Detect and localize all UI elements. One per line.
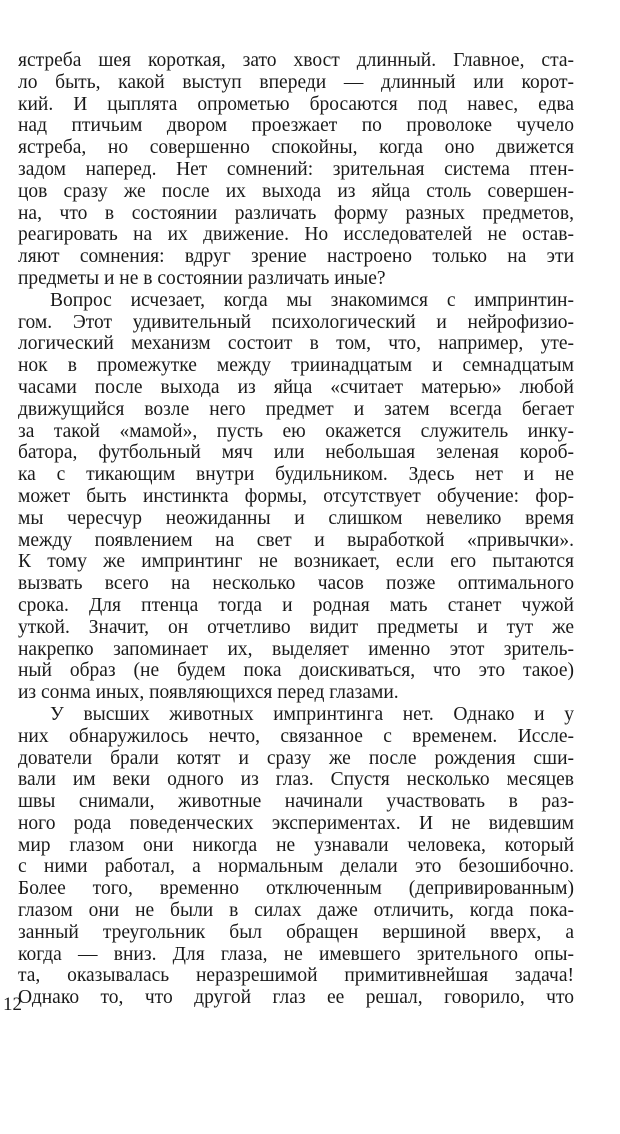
text-line: над птичьим двором проезжает по проволоке чучело <box>18 115 574 137</box>
text-line: из сонма иных, появляющихся перед глазами. <box>18 682 399 704</box>
text-line: батора, футбольный мяч или небольшая зеленая короб- <box>18 442 574 464</box>
paragraph-2 <box>18 290 574 704</box>
text-line: глазом они не были в силах даже отличить, когда пока- <box>18 900 574 922</box>
text-line: с ними работал, а нормальным делали это безошибочно. <box>18 856 574 878</box>
text-line: на, что в состоянии различать форму разных предметов, <box>18 202 574 224</box>
book-page-text <box>18 50 574 1009</box>
paragraph-1 <box>18 50 574 290</box>
text-line: дователи брали котят и сразу же после рождения сши- <box>18 747 574 769</box>
text-line: вызвать всего на несколько часов позже оптимального <box>18 573 574 595</box>
text-line: вали им веки одного из глаз. Спустя несколько месяцев <box>18 769 574 791</box>
text-line: гом. Этот удивительный психологический и нейрофизио- <box>18 311 574 333</box>
text-line: мир глазом они никогда не узнавали человека, который <box>18 834 574 856</box>
text-line: кий. И цыплята опрометью бросаются под навес, едва <box>18 93 574 115</box>
text-line: уткой. Значит, он отчетливо видит предметы и тут же <box>18 616 574 638</box>
text-line: за такой «мамой», пусть ею окажется служитель инку- <box>18 420 574 442</box>
text-line: К тому же импринтинг не возникает, если его пытаются <box>18 551 574 573</box>
text-line: та, оказывалась неразрешимой примитивнейшая задача! <box>18 965 574 987</box>
page-number: 12 <box>3 994 22 1015</box>
text-line: швы снимали, животные начинали участвовать в раз- <box>18 791 574 813</box>
text-line: них обнаружилось нечто, связанное с временем. Иссле- <box>18 725 574 747</box>
text-line: У высших животных импринтинга нет. Однако и у <box>50 703 574 725</box>
text-line: предметы и не в состоянии различать иные? <box>18 267 386 289</box>
text-line: ястреба, но совершенно спокойны, когда оно движется <box>18 137 574 159</box>
text-line: цов сразу же после их выхода из яйца столь совершен- <box>18 180 574 202</box>
paragraph-3 <box>18 704 574 1009</box>
text-line: накрепко запоминает их, выделяет именно этот зритель- <box>18 638 574 660</box>
text-line: ляют сомнения: вдруг зрение настроено только на эти <box>18 246 574 268</box>
text-line: ястреба шея короткая, зато хвост длинный. Главное, ста- <box>18 50 574 71</box>
text-line: движущийся возле него предмет и затем всегда бегает <box>18 398 574 420</box>
text-line: ного рода поведенческих экспериментах. И не видевшим <box>18 812 574 834</box>
text-line: ка с тикающим внутри будильником. Здесь нет и не <box>18 464 574 486</box>
text-line: ный образ (не будем пока доискиваться, что это такое) <box>18 660 574 682</box>
text-line: реагировать на их движение. Но исследователей не остав- <box>18 224 574 246</box>
text-line: занный треугольник был обращен вершиной вверх, а <box>18 921 574 943</box>
text-line: нок в промежутке между триинадцатым и семнадцатым <box>18 355 574 377</box>
text-line: ло быть, какой выступ впереди — длинный или корот- <box>18 71 574 93</box>
text-line: Более того, временно отключенным (депривированным) <box>18 878 574 900</box>
text-line: мы чересчур неожиданны и слишком невелико время <box>18 507 574 529</box>
text-line: срока. Для птенца тогда и родная мать станет чужой <box>18 594 574 616</box>
text-line: логический механизм состоит в том, что, например, уте- <box>18 333 574 355</box>
text-line: может быть инстинкта формы, отсутствует обучение: фор- <box>18 485 574 507</box>
text-line: Однако то, что другой глаз ее решал, говорило, что <box>18 987 574 1009</box>
text-line: Вопрос исчезает, когда мы знакомимся с импринтин- <box>50 289 574 311</box>
text-line: когда — вниз. Для глаза, не имевшего зрительного опы- <box>18 943 574 965</box>
text-line: задом наперед. Нет сомнений: зрительная система птен- <box>18 158 574 180</box>
text-line: между появлением на свет и выработкой «привычки». <box>18 529 574 551</box>
text-line: часами после выхода из яйца «считает матерью» любой <box>18 376 574 398</box>
